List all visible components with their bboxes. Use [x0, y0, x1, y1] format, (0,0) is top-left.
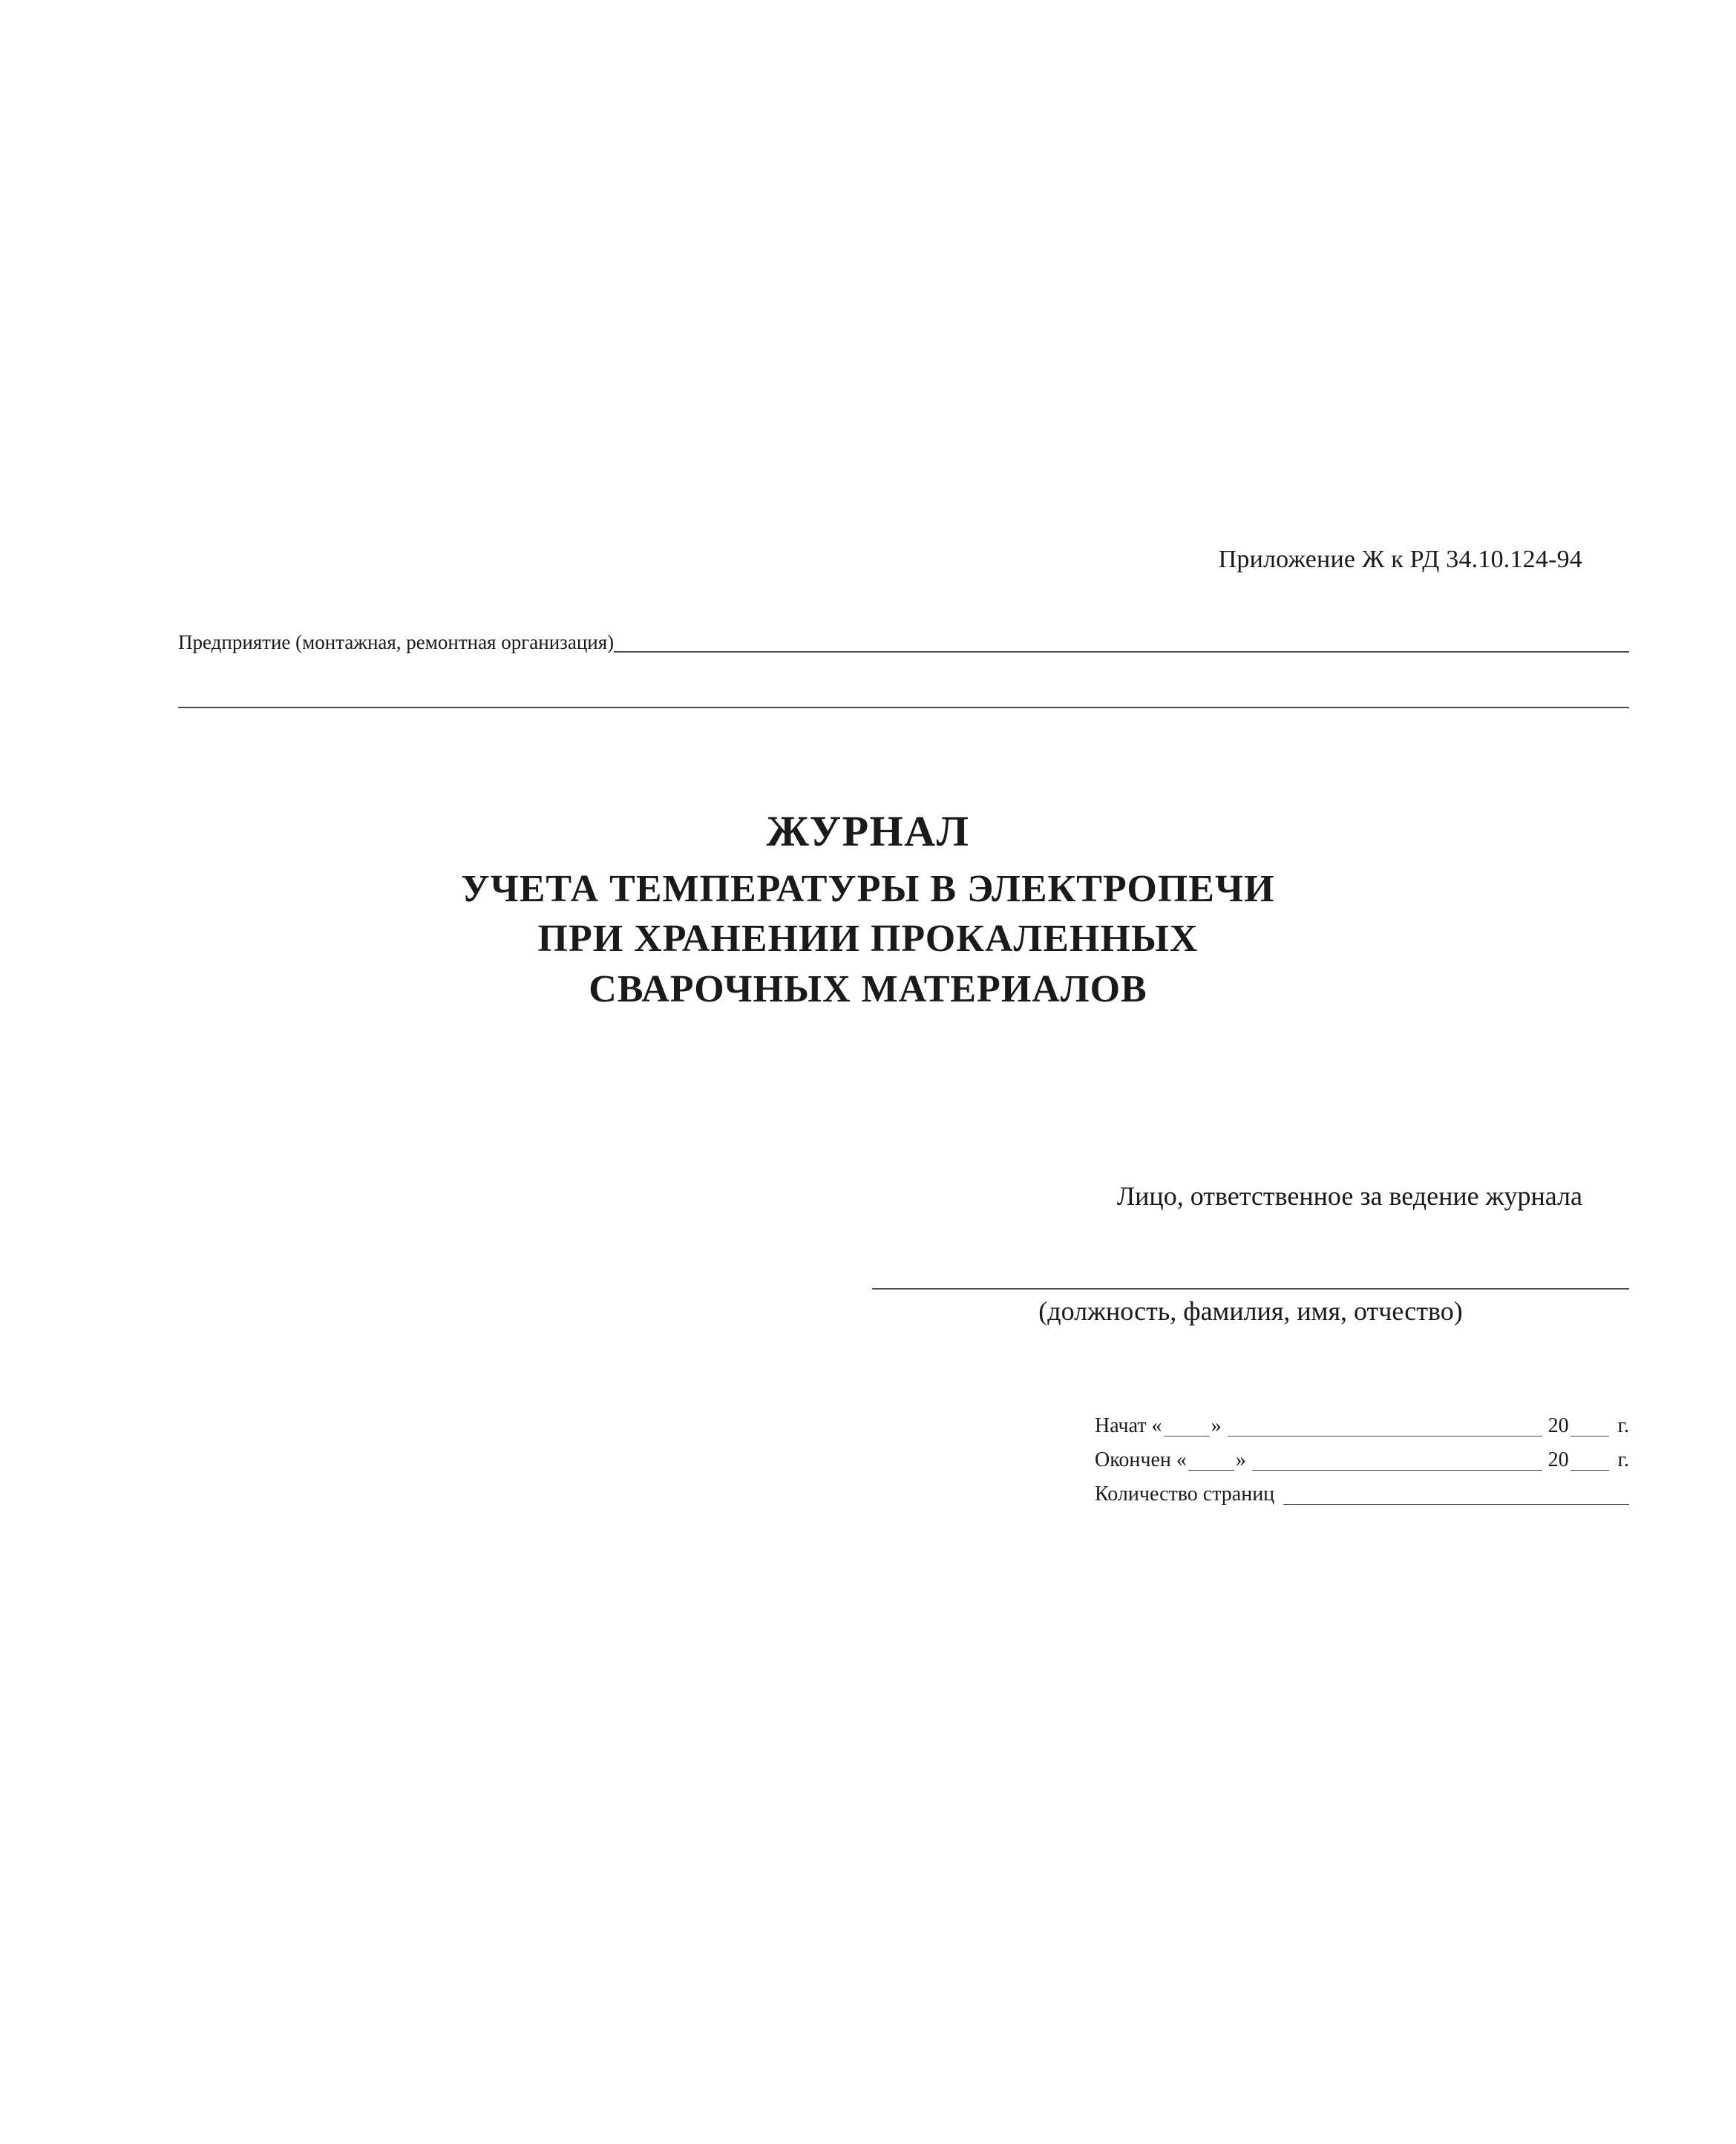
finished-year-suffix: г. [1617, 1448, 1629, 1471]
page-subtitle-line-3: СВАРОЧНЫХ МАТЕРИАЛОВ [589, 967, 1147, 1010]
started-year-input[interactable] [1570, 1436, 1609, 1437]
started-day-input[interactable] [1164, 1436, 1210, 1437]
finished-label: Окончен « [1095, 1448, 1187, 1471]
page-title: ЖУРНАЛ [766, 807, 970, 855]
started-year-suffix: г. [1617, 1414, 1629, 1437]
signature-caption: (должность, фамилия, имя, отчество) [1038, 1296, 1463, 1326]
responsible-person-input-rule[interactable] [872, 1288, 1629, 1290]
started-year-prefix: 20 [1547, 1414, 1569, 1437]
started-date-row [1095, 1407, 1629, 1441]
document-title-block [0, 805, 1736, 1015]
finished-year-input[interactable] [1570, 1470, 1609, 1471]
finished-day-input[interactable] [1188, 1470, 1234, 1471]
enterprise-input-rule[interactable] [614, 651, 1629, 653]
pages-count-row [1095, 1475, 1629, 1509]
finished-month-input[interactable] [1252, 1470, 1542, 1471]
started-label: Начат « [1095, 1414, 1162, 1437]
enterprise-field-row [178, 631, 1629, 657]
finished-quote-close: » [1235, 1448, 1246, 1471]
pages-count-label: Количество страниц [1095, 1483, 1275, 1506]
pages-count-input[interactable] [1283, 1504, 1629, 1505]
started-month-input[interactable] [1228, 1436, 1542, 1437]
page-subtitle-line-1: УЧЕТА ТЕМПЕРАТУРЫ В ЭЛЕКТРОПЕЧИ [461, 867, 1275, 910]
page-subtitle-line-2: ПРИ ХРАНЕНИИ ПРОКАЛЕННЫХ [537, 918, 1199, 961]
started-quote-close: » [1211, 1414, 1222, 1437]
finished-year-prefix: 20 [1547, 1448, 1569, 1471]
appendix-reference: Приложение Ж к РД 34.10.124-94 [1218, 546, 1582, 573]
enterprise-input-rule-second[interactable] [178, 707, 1629, 708]
enterprise-label: Предприятие (монтажная, ремонтная организация) [178, 631, 615, 653]
journal-dates-block [1095, 1407, 1629, 1509]
finished-date-row [1095, 1441, 1629, 1475]
responsible-person-label: Лицо, ответственное за ведение журнала [1116, 1181, 1582, 1211]
